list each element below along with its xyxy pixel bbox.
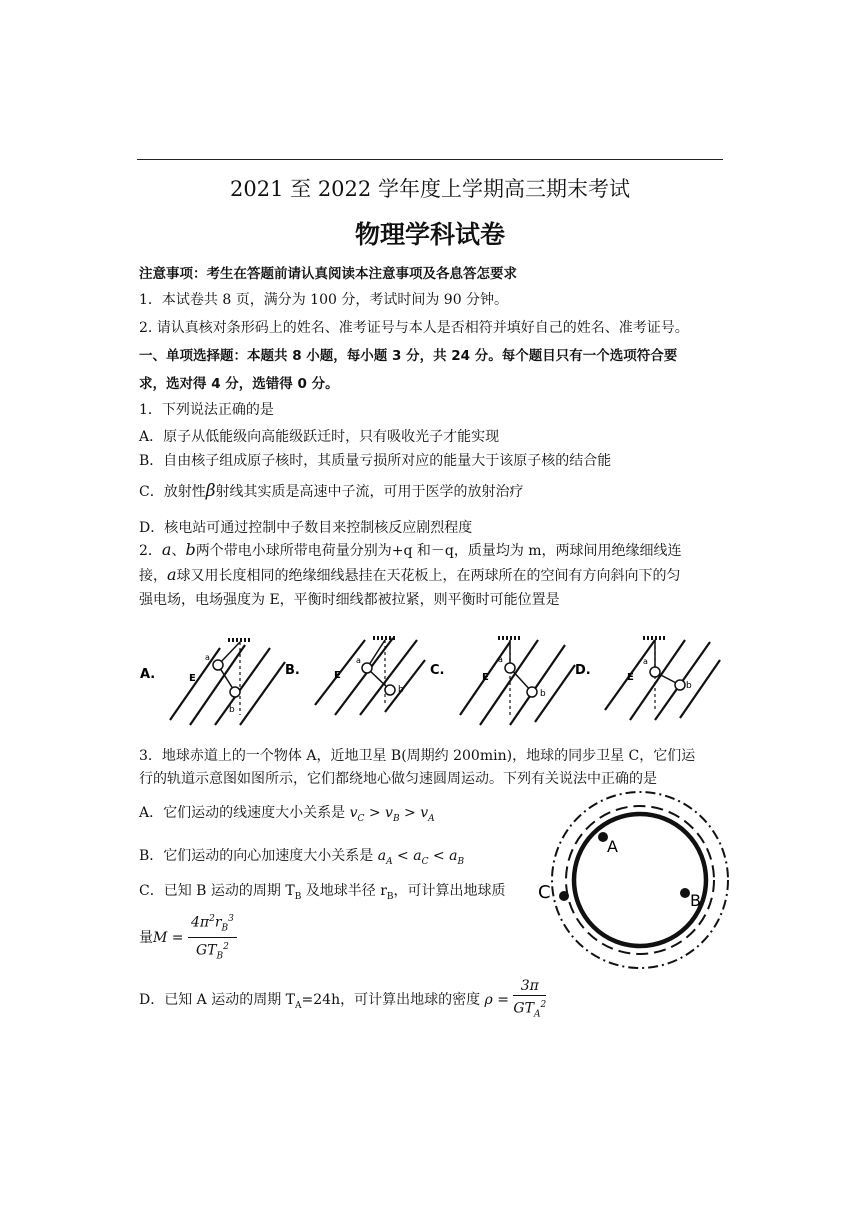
q2-figure-c [430,638,575,725]
q2-line-2 [139,565,681,585]
q3-option-b-math: $a_A < a_C < a_B$ [377,848,465,867]
q3-option-b [139,845,464,867]
q2-symbol-b: b [185,540,196,559]
field-label-e: E [482,672,489,683]
q2-figure-d [575,638,720,720]
q3-formula-m-fraction: $\frac{4\pi^2r_B^3}{GT_B^2}$ [188,910,237,966]
section-heading-line-1: 一、单项选择题：本题共 8 小题，每小题 3 分，共 24 分。每个题目只有一个选项符合要 [139,348,678,364]
q1-stem: 1．下列说法正确的是 [139,402,274,418]
ball-label-a: a [356,656,361,665]
q2-separator: 、 [171,543,186,559]
field-label-e: E [334,670,341,681]
q2-line-1 [139,540,682,560]
ball-label-a: a [498,655,503,664]
q3-option-a-text: A．它们运动的线速度大小关系是 [139,805,346,821]
notice-heading: 注意事项：考生在答题前请认真阅读本注意事项及各息答怎要求 [139,266,517,282]
q3-formula-rho-fraction: $\frac{3\pi}{GT_A^2}$ [513,978,547,1020]
q3-option-d [139,977,546,1023]
q3-line-2: 行的轨道示意图如图所示，它们都绕地心做匀速圆周运动。下列有关说法中正确的是 [139,771,657,787]
q1-option-c-post: 射线其实质是高速中子流，可用于医学的放射治疗 [215,484,524,500]
label-a: A [607,837,618,856]
orbit-synchronous [552,792,728,968]
q1-option-a: A．原子从低能级向高能级跃迁时，只有吸收光子才能实现 [139,429,500,445]
q1-option-c-pre: C．放射性 [139,484,206,500]
q3-option-c-line-2 [139,910,237,966]
figure-label-d: D. [575,663,591,678]
satellite-c [559,891,569,901]
paper-subject-title: 物理学科试卷 [354,220,505,249]
satellite-b [680,888,690,898]
q3-option-c-text: C．已知 B 运动的周期 $T_B$ 及地球半径 $r_B$，可计算出地球质 [139,883,506,902]
orbit-diagram [530,790,730,970]
q2-line-3: 强电场，电场强度为 E，平衡时细线都被拉紧，则平衡时可能位置是 [139,592,560,608]
figure-label-c: C. [430,663,445,678]
ball-label-b: b [540,689,546,699]
q3-line-1: 3．地球赤道上的一个物体 A，近地卫星 B(周期约 200min)，地球的同步卫星 C，它们运 [139,748,696,764]
ball-label-a: a [205,653,210,662]
q1-option-d: D．核电站可通过控制中子数目来控制核反应剧烈程度 [139,520,473,536]
q2-number: 2． [139,543,162,559]
beta-symbol: β [205,481,216,501]
q3-option-a-math: $v_C > v_B > v_A$ [349,805,435,824]
earth-surface [574,814,706,946]
ball-label-b: b [398,685,404,695]
q2-symbol-a: a [161,540,172,559]
q2-text-2-post: 球又用长度相同的绝缘细线悬挂在天花板上，在两球所在的空间有方向斜向下的匀 [176,568,681,584]
section-heading-line-2: 求，选对得 4 分，选错得 0 分。 [139,376,339,392]
q2-text-1: 两个带电小球所带电荷量分别为+q 和－q，质量均为 m，两球间用绝缘细线连 [195,543,682,559]
q1-option-b: B．自由核子组成原子核时，其质量亏损所对应的能量大于该原子核的结合能 [139,453,612,469]
field-label-e: E [189,673,196,684]
ball-label-b: b [229,705,235,715]
label-b: B [690,891,701,910]
q3-option-c-line-1 [139,880,506,902]
q3-formula-m: M = [153,929,184,946]
q2-figure-b [285,638,425,715]
q3-option-b-text: B．它们运动的向心加速度大小关系是 [139,848,374,864]
q2-figure-a [140,640,285,725]
figure-label-b: B. [285,663,300,678]
q3-option-a [139,802,435,824]
field-label-e: E [627,672,634,683]
q3-option-d-text: D．已知 A 运动的周期 $T_A=24h$，可计算出地球的密度 [139,992,481,1012]
notice-item-2: 2. 请认真核对条形码上的姓名、准考证号与本人是否相符并填好自己的姓名、准考证号。 [139,320,689,336]
label-c: C [538,882,551,903]
ball-label-b: b [686,681,692,691]
q2-symbol-a-2: a [167,565,177,584]
ball-label-a: a [643,657,648,666]
notice-item-1: 1．本试卷共 8 页，满分为 100 分，考试时间为 90 分钟。 [139,292,509,308]
q3-option-c-pre: 量 [139,929,153,946]
figure-label-a: A. [140,667,156,682]
q2-figure-strip [130,630,730,730]
q1-option-c [139,481,524,501]
header-rule [137,159,723,160]
q2-text-2-pre: 接， [139,568,167,584]
exam-title: 2021 至 2022 学年度上学期高三期末考试 [230,177,630,201]
q3-formula-rho: ρ = [484,992,509,1009]
orbit-near-earth [566,806,714,954]
